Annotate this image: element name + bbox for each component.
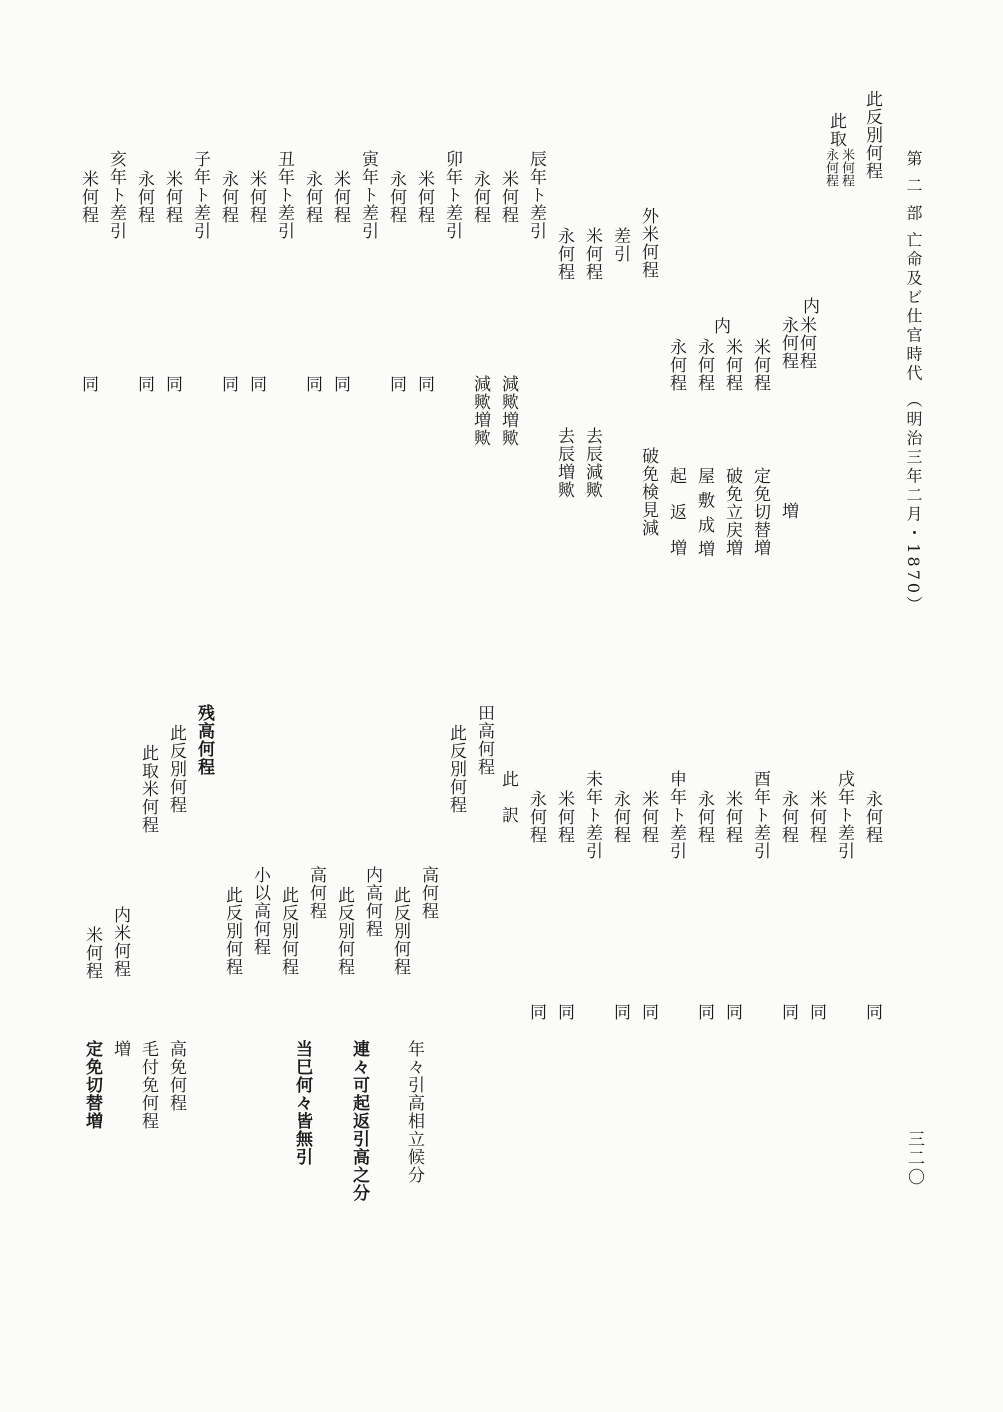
upper-text-col-25: 子年ト差引 bbox=[190, 150, 210, 240]
lower-text-col-f6b: 定免切替増 bbox=[82, 1040, 102, 1130]
lower-text-col-e1: 高何程 bbox=[418, 866, 438, 920]
lower-text-col-f5b: 増 bbox=[110, 1040, 130, 1058]
upper-text-col-14b: 減歟増歟 bbox=[498, 375, 518, 447]
running-title: 第 二 部 亡命及ビ仕官時代 （明治三年二月・1870） bbox=[904, 150, 923, 616]
lower-text-col-f3: 此取米何程 bbox=[138, 744, 158, 834]
upper-text-col-12: 永何程 bbox=[554, 227, 574, 281]
lower-text-col-5: 酉年ト差引 bbox=[750, 770, 770, 860]
upper-text-col-12b: 去辰増歟 bbox=[554, 427, 574, 499]
upper-text-col-24b: 同 bbox=[218, 375, 238, 393]
lower-text-col-4b: 同 bbox=[778, 1003, 798, 1021]
upper-text-col-21: 永何程 bbox=[302, 170, 322, 224]
upper-text-col-6: 内 bbox=[710, 317, 730, 335]
lower-text-col-7b: 同 bbox=[694, 1003, 714, 1021]
lower-text-col-e7: 小以高何程 bbox=[250, 866, 270, 956]
lower-text-col-12: 米何程 bbox=[554, 790, 574, 844]
upper-text-col-15b: 減歟増歟 bbox=[470, 375, 490, 447]
upper-text-col-15: 永何程 bbox=[470, 170, 490, 224]
lower-text-col-1: 永何程 bbox=[862, 790, 882, 844]
lower-text-col-e4: 此反別何程 bbox=[334, 886, 354, 976]
upper-text-col-13: 辰年ト差引 bbox=[526, 150, 546, 240]
upper-text-col-17: 米何程 bbox=[414, 170, 434, 224]
lower-text-col-e1b: 年々引高相立候分 bbox=[404, 1040, 424, 1184]
upper-text-col-22: 丑年ト差引 bbox=[274, 150, 294, 240]
upper-text-col-7: 永何程 bbox=[694, 338, 714, 392]
lower-text-col-e8: 此反別何程 bbox=[222, 886, 242, 976]
upper-text-col-17b: 同 bbox=[414, 375, 434, 393]
upper-text-col-1: 此反別何程 bbox=[862, 90, 882, 180]
upper-text-col-7b: 屋 敷 成 増 bbox=[694, 467, 714, 559]
upper-text-col-21b: 同 bbox=[302, 375, 322, 393]
upper-text-col-20: 米何程 bbox=[330, 170, 350, 224]
lower-text-col-13b: 同 bbox=[526, 1003, 546, 1021]
lower-text-col-e6b: 当巳何々皆無引 bbox=[292, 1040, 312, 1166]
lower-text-col-f6: 米何程 bbox=[82, 926, 102, 980]
upper-text-col-29b: 同 bbox=[78, 375, 98, 393]
lower-text-col-f5: 内米何程 bbox=[110, 906, 130, 978]
upper-text-col-3: 内 bbox=[799, 297, 819, 315]
lower-text-col-f4: 毛付免何程 bbox=[138, 1040, 158, 1130]
upper-text-col-9b: 破免検見減 bbox=[638, 447, 658, 537]
upper-text-col-2b: 永何程 bbox=[823, 148, 838, 187]
upper-text-col-8: 永何程 bbox=[666, 338, 686, 392]
upper-text-col-5b: 定免切替増 bbox=[750, 467, 770, 557]
upper-text-col-11b: 去辰減歟 bbox=[582, 427, 602, 499]
lower-text-col-f3b: 高免何程 bbox=[166, 1040, 186, 1112]
upper-text-col-14: 米何程 bbox=[498, 170, 518, 224]
upper-text-col-4: 永何程 bbox=[778, 316, 798, 370]
upper-text-col-18b: 同 bbox=[386, 375, 406, 393]
lower-text-col-6b: 同 bbox=[722, 1003, 742, 1021]
lower-text-col-3: 米何程 bbox=[806, 790, 826, 844]
lower-text-col-16: 此反別何程 bbox=[446, 724, 466, 814]
lower-text-col-e2: 此反別何程 bbox=[390, 886, 410, 976]
lower-text-col-9b: 同 bbox=[638, 1003, 658, 1021]
upper-text-col-29: 米何程 bbox=[78, 170, 98, 224]
lower-text-col-3b: 同 bbox=[806, 1003, 826, 1021]
lower-text-col-6: 米何程 bbox=[722, 790, 742, 844]
upper-text-col-18: 永何程 bbox=[386, 170, 406, 224]
upper-text-col-23b: 同 bbox=[246, 375, 266, 393]
upper-text-col-24: 永何程 bbox=[218, 170, 238, 224]
upper-text-col-11: 米何程 bbox=[582, 227, 602, 281]
lower-text-col-11: 未年ト差引 bbox=[582, 770, 602, 860]
lower-text-col-15: 田高何程 bbox=[474, 704, 494, 776]
lower-text-col-10: 永何程 bbox=[610, 790, 630, 844]
upper-text-col-26b: 同 bbox=[162, 375, 182, 393]
lower-text-col-e3b: 連々可起返引高之分 bbox=[349, 1040, 369, 1202]
lower-text-col-1b: 同 bbox=[862, 1003, 882, 1021]
upper-text-col-20b: 同 bbox=[330, 375, 350, 393]
upper-text-col-26: 米何程 bbox=[162, 170, 182, 224]
upper-text-col-6c: 破免立戻増 bbox=[722, 467, 742, 557]
page-number: 三二〇 bbox=[904, 1130, 924, 1187]
upper-text-col-23: 米何程 bbox=[246, 170, 266, 224]
upper-text-col-2a: 米何程 bbox=[839, 148, 854, 187]
upper-text-col-10: 差引 bbox=[610, 227, 630, 263]
lower-text-col-e5: 高何程 bbox=[306, 866, 326, 920]
lower-text-col-9: 米何程 bbox=[638, 790, 658, 844]
lower-text-col-13: 永何程 bbox=[526, 790, 546, 844]
upper-text-col-4b: 増 bbox=[778, 502, 798, 520]
lower-text-col-8: 申年ト差引 bbox=[666, 770, 686, 860]
lower-text-col-e6: 此反別何程 bbox=[278, 886, 298, 976]
upper-text-col-27: 永何程 bbox=[134, 170, 154, 224]
lower-text-col-e3: 内高何程 bbox=[362, 866, 382, 938]
upper-text-col-19: 寅年ト差引 bbox=[358, 150, 378, 240]
upper-text-col-5: 米何程 bbox=[750, 338, 770, 392]
lower-text-col-10b: 同 bbox=[610, 1003, 630, 1021]
upper-text-col-8b: 起 返 増 bbox=[666, 467, 686, 557]
lower-text-col-2: 戌年ト差引 bbox=[834, 770, 854, 860]
upper-text-col-6b: 米何程 bbox=[722, 338, 742, 392]
upper-text-col-2: 此取 bbox=[826, 112, 846, 148]
lower-text-col-f2: 此反別何程 bbox=[166, 724, 186, 814]
upper-text-col-16: 卯年ト差引 bbox=[442, 150, 462, 240]
upper-text-col-9: 外米何程 bbox=[638, 207, 658, 279]
upper-text-col-3b: 米何程 bbox=[796, 316, 816, 370]
lower-text-col-4: 永何程 bbox=[778, 790, 798, 844]
lower-text-col-7: 永何程 bbox=[694, 790, 714, 844]
upper-text-col-28: 亥年ト差引 bbox=[106, 150, 126, 240]
upper-text-col-27b: 同 bbox=[134, 375, 154, 393]
lower-text-col-14: 此 訳 bbox=[498, 770, 518, 824]
lower-text-col-f1: 残高何程 bbox=[194, 704, 214, 776]
lower-text-col-12b: 同 bbox=[554, 1003, 574, 1021]
